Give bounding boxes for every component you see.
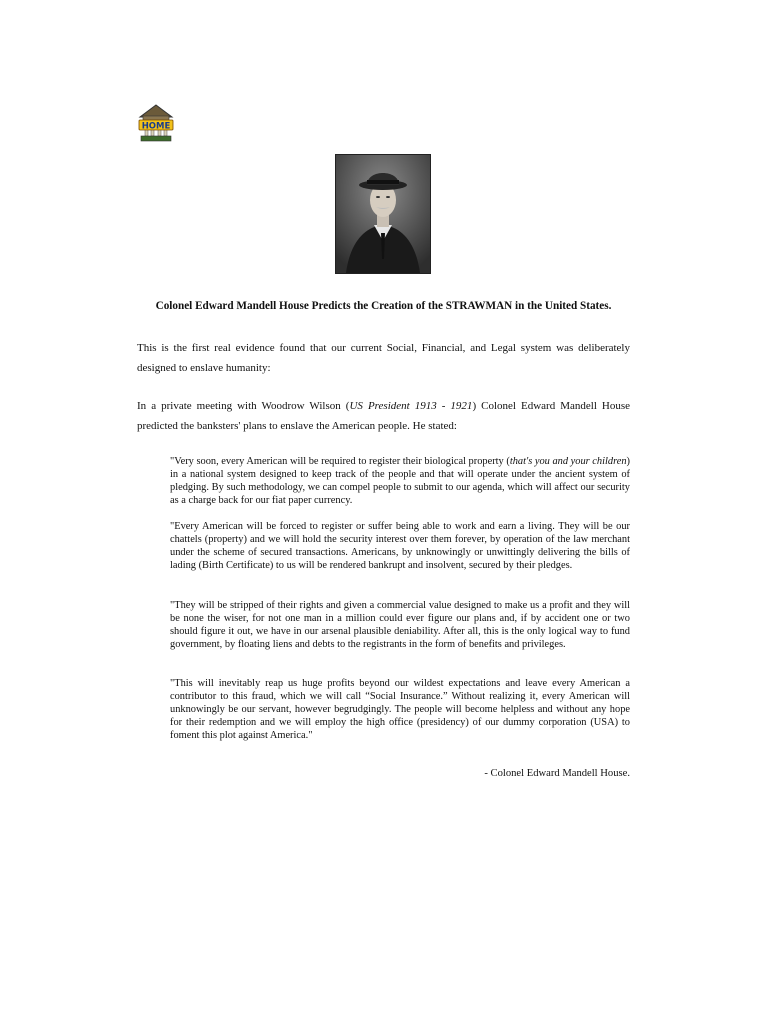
quote-attribution: - Colonel Edward Mandell House.: [484, 768, 630, 779]
portrait-photo: [335, 154, 431, 274]
quote-paragraph: "They will be stripped of their rights and given a commercial value designed to make us a profit and they will be none the wiser, for not one man in a million could ever figure our plans and, if by accident one or two should figure it out, we have in our arsenal plausible deniability. After all, this is the only logical way to fund government, by floating liens and debts to the registrants in the form of benefits and privileges.: [170, 600, 630, 650]
man-portrait-image: [336, 155, 430, 273]
quote-paragraph: "Every American will be forced to register or suffer being able to work and earn a living. They will be our chattels (property) and we will hold the security interest over them forever, by operation of the law merchant under the scheme of secured transactions. Americans, by unknowingly or unwittingly delivering the bills of lading (Birth Certificate) to us will be rendered bankrupt and insolvent, secured by their pledges.: [170, 521, 630, 571]
article-title: Colonel Edward Mandell House Predicts the Creation of the STRAWMAN in the United States.: [155, 300, 612, 312]
intro-paragraph: This is the first real evidence found that our current Social, Financial, and Legal system was deliberately designed to enslave humanity:: [137, 342, 630, 374]
quote-paragraph: "This will inevitably reap us huge profits beyond our wildest expectations and leave every American a contributor to this fraud, which we will call “Social Insurance.” Without realizing it, every American will unknowingly be our servant, however begrudgingly. The people will become helpless and without any hope for their redemption and we will employ the high office (presidency) of our dummy corporation (USA) to foment this plot against America.": [170, 678, 630, 741]
home-button[interactable]: [137, 104, 175, 144]
home-house-icon: [137, 104, 175, 144]
context-paragraph: In a private meeting with Woodrow Wilson (US President 1913 - 1921) Colonel Edward Mandell House predicted the banksters' plans to enslave the American people. He stated:: [137, 400, 631, 432]
quote-paragraph: "Very soon, every American will be required to register their biological property (that's you and your children) in a national system designed to keep track of the people and that will operate under the ancient system of pledging. By such methodology, we can compel people to submit to our agenda, which will affect our security as a charge back for our fiat paper currency.: [170, 456, 630, 506]
svg-text:HOME: HOME: [141, 121, 171, 132]
